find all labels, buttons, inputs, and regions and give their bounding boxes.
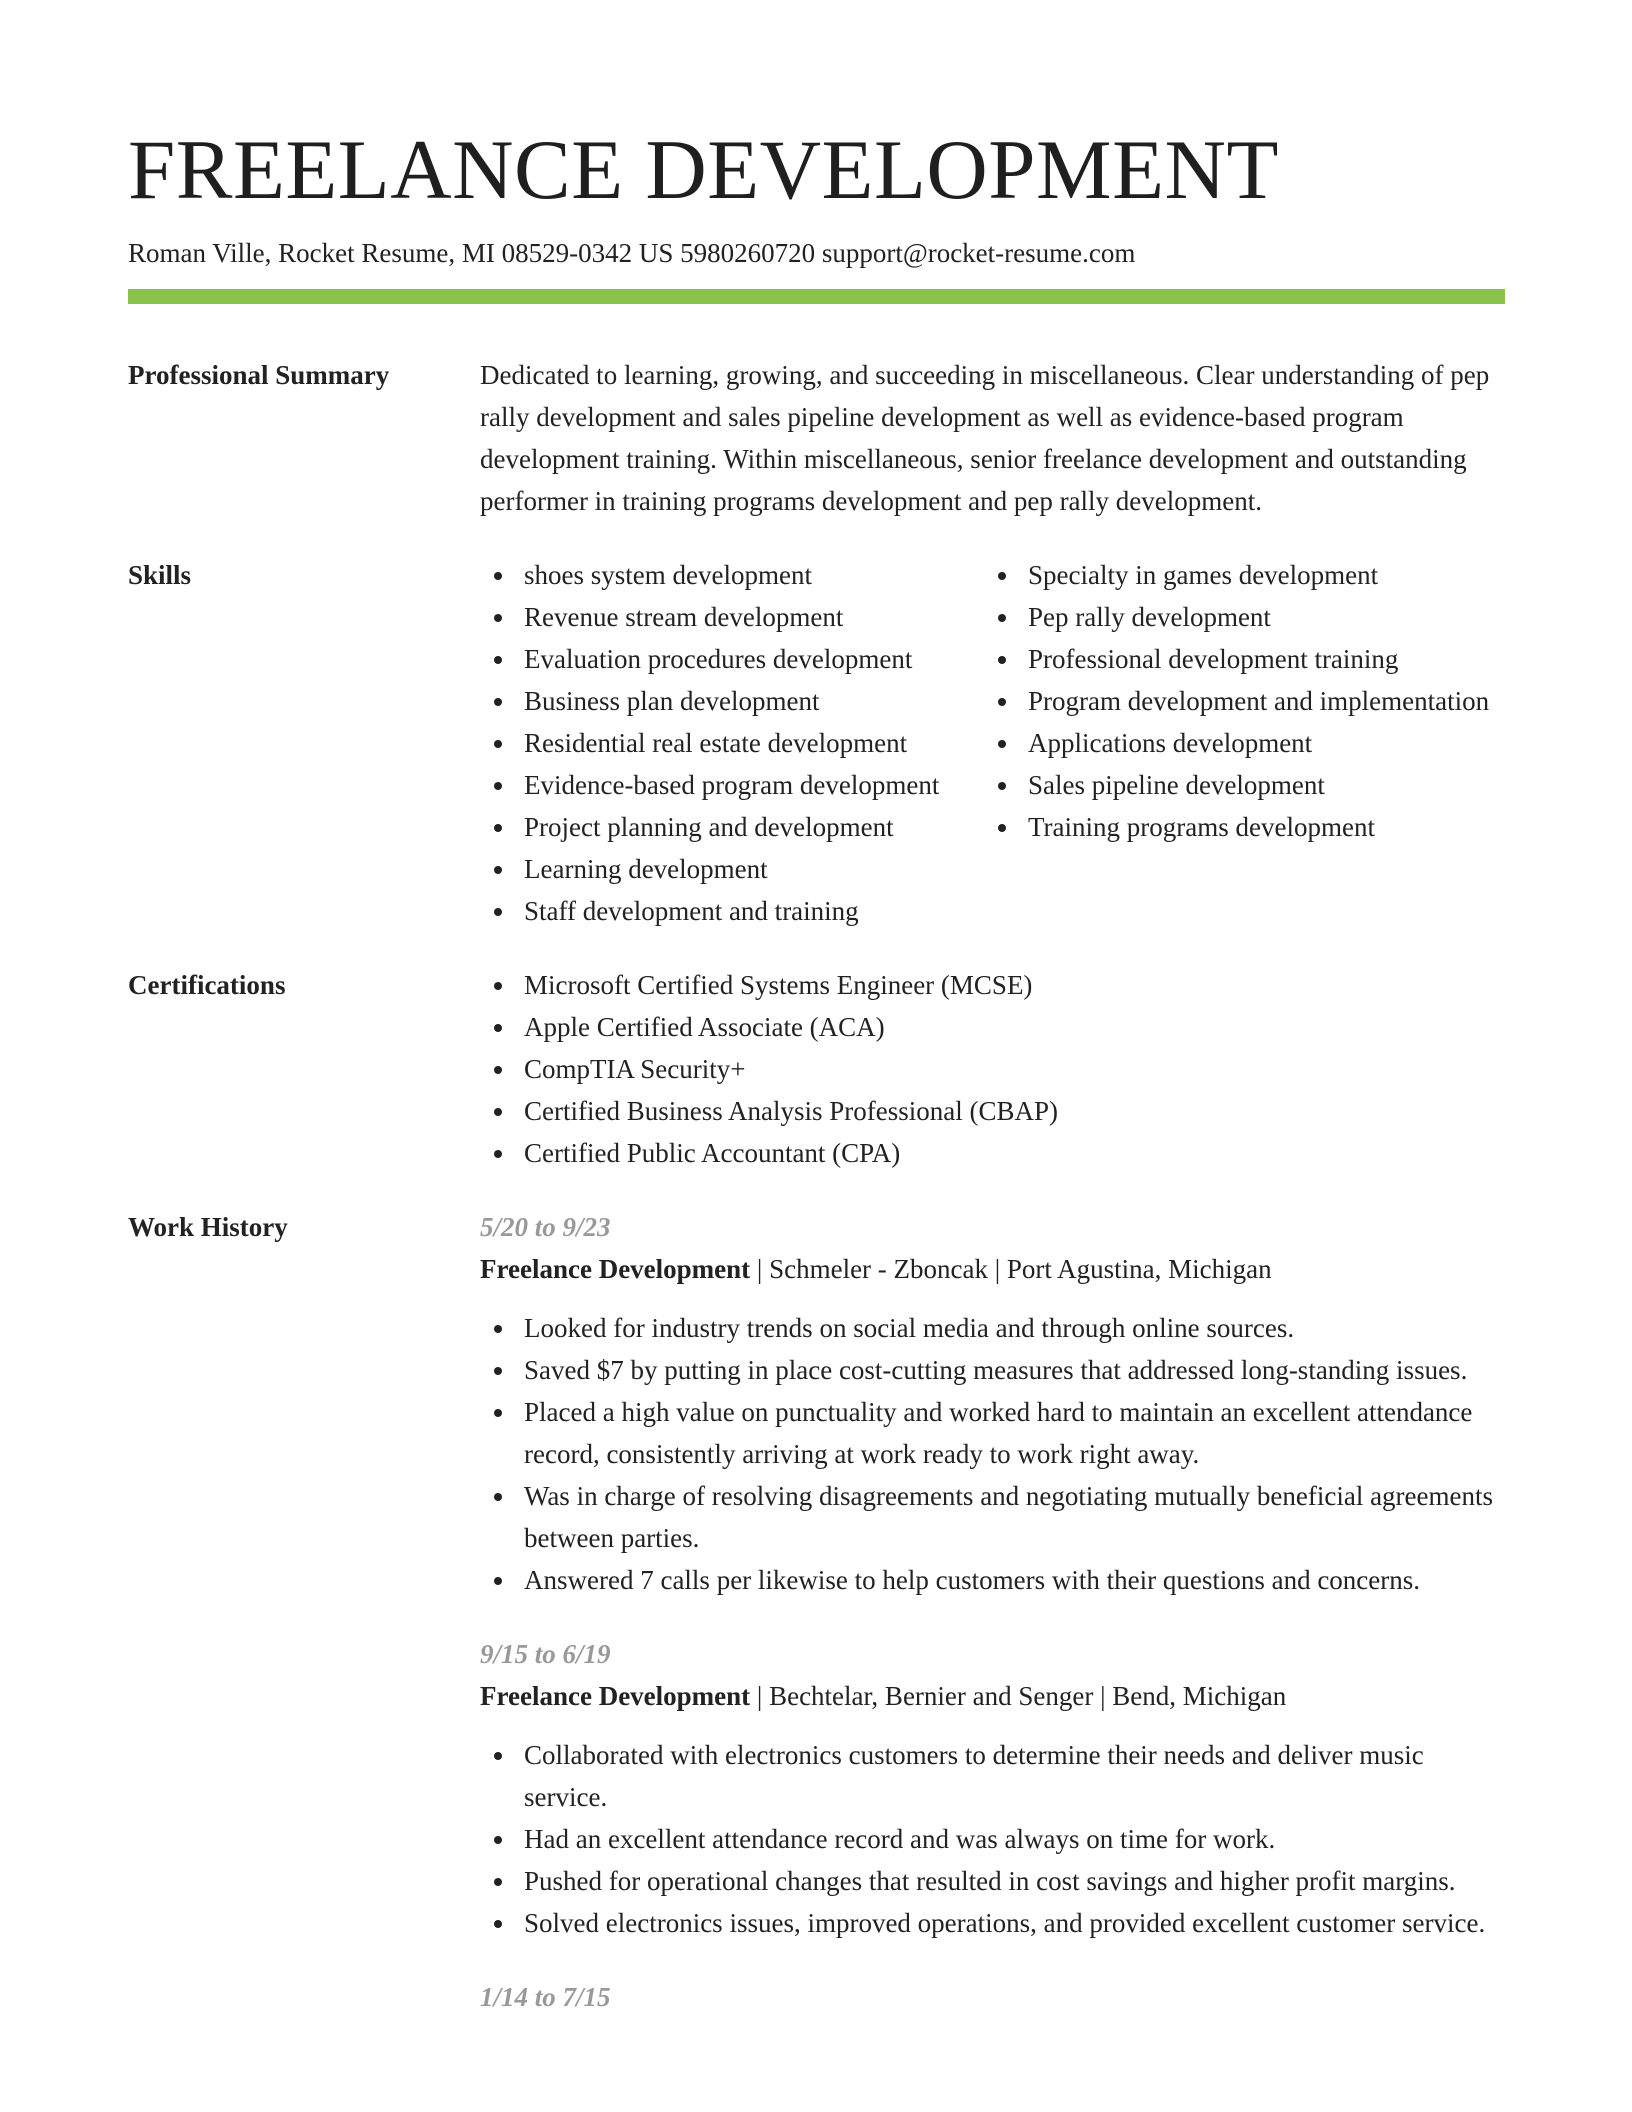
job-dates: 5/20 to 9/23 xyxy=(480,1212,611,1242)
skills-section xyxy=(128,554,1505,932)
section-title: Work History xyxy=(128,1212,288,1242)
list-item: Answered 7 calls per likewise to help customers with their questions and concerns. xyxy=(480,1559,1505,1601)
list-item: Residential real estate development xyxy=(480,722,984,764)
job-title: Freelance Development xyxy=(480,1254,751,1284)
job-heading xyxy=(480,1248,1505,1290)
contact-line: Roman Ville, Rocket Resume, MI 08529-0342 US 5980260720 support@rocket-resume.com xyxy=(128,238,1136,268)
list-item: Applications development xyxy=(984,722,1505,764)
list-item: Revenue stream development xyxy=(480,596,984,638)
list-item: Was in charge of resolving disagreements and negotiating mutually beneficial agreements between parties. xyxy=(480,1475,1505,1559)
list-item: Solved electronics issues, improved operations, and provided excellent customer service. xyxy=(480,1902,1505,1944)
job-bullets xyxy=(480,1307,1505,1601)
list-item: Certified Public Accountant (CPA) xyxy=(480,1132,1505,1174)
list-item: Microsoft Certified Systems Engineer (MCSE) xyxy=(480,964,1505,1006)
summary-text: Dedicated to learning, growing, and succeeding in miscellaneous. Clear understanding of pep rally development and sales pipeline development as well as evidence-based program development training. Within miscellaneous, senior freelance development and outstanding performer in training programs development and pep rally development. xyxy=(480,360,1490,516)
list-item: Certified Business Analysis Professional (CBAP) xyxy=(480,1090,1505,1132)
job-entry xyxy=(480,1633,1505,1944)
resume-page xyxy=(128,0,1505,2112)
list-item: shoes system development xyxy=(480,554,984,596)
job-heading xyxy=(480,1675,1505,1717)
certifications-section xyxy=(128,964,1505,1174)
job-details: | Schmeler - Zboncak | Port Agustina, Michigan xyxy=(750,1254,1272,1284)
list-item: CompTIA Security+ xyxy=(480,1048,1505,1090)
job-entry xyxy=(480,1976,1505,2018)
accent-divider xyxy=(128,289,1505,304)
list-item: Apple Certified Associate (ACA) xyxy=(480,1006,1505,1048)
work-history-section xyxy=(128,1206,1505,2018)
list-item: Professional development training xyxy=(984,638,1505,680)
list-item: Staff development and training xyxy=(480,890,984,932)
section-title: Skills xyxy=(128,560,192,590)
list-item: Pushed for operational changes that resulted in cost savings and higher profit margins. xyxy=(480,1860,1505,1902)
job-title: Freelance Development xyxy=(480,1681,751,1711)
certifications-list xyxy=(480,964,1505,1174)
job-dates: 1/14 to 7/15 xyxy=(480,1982,611,2012)
list-item: Training programs development xyxy=(984,806,1505,848)
job-dates: 9/15 to 6/19 xyxy=(480,1639,611,1669)
skills-list-left xyxy=(480,554,984,932)
job-entry xyxy=(480,1206,1505,1601)
list-item: Saved $7 by putting in place cost-cutting measures that addressed long-standing issues. xyxy=(480,1349,1505,1391)
work-history-body xyxy=(480,1206,1505,2018)
skills-columns xyxy=(480,554,1505,932)
resume-name: FREELANCE DEVELOPMENT xyxy=(128,123,1279,217)
list-item: Collaborated with electronics customers to determine their needs and deliver music service. xyxy=(480,1734,1505,1818)
list-item: Sales pipeline development xyxy=(984,764,1505,806)
list-item: Specialty in games development xyxy=(984,554,1505,596)
list-item: Evidence-based program development xyxy=(480,764,984,806)
list-item: Placed a high value on punctuality and worked hard to maintain an excellent attendance record, consistently arriving at work ready to work right away. xyxy=(480,1391,1505,1475)
job-bullets xyxy=(480,1734,1505,1944)
list-item: Program development and implementation xyxy=(984,680,1505,722)
list-item: Had an excellent attendance record and was always on time for work. xyxy=(480,1818,1505,1860)
list-item: Business plan development xyxy=(480,680,984,722)
skills-list-right xyxy=(984,554,1505,932)
list-item: Looked for industry trends on social media and through online sources. xyxy=(480,1307,1505,1349)
job-details: | Bechtelar, Bernier and Senger | Bend, Michigan xyxy=(750,1681,1287,1711)
section-title: Certifications xyxy=(128,970,286,1000)
list-item: Pep rally development xyxy=(984,596,1505,638)
list-item: Learning development xyxy=(480,848,984,890)
section-title: Professional Summary xyxy=(128,360,390,390)
list-item: Evaluation procedures development xyxy=(480,638,984,680)
list-item: Project planning and development xyxy=(480,806,984,848)
summary-section xyxy=(128,354,1505,522)
certifications-body xyxy=(480,964,1505,1174)
